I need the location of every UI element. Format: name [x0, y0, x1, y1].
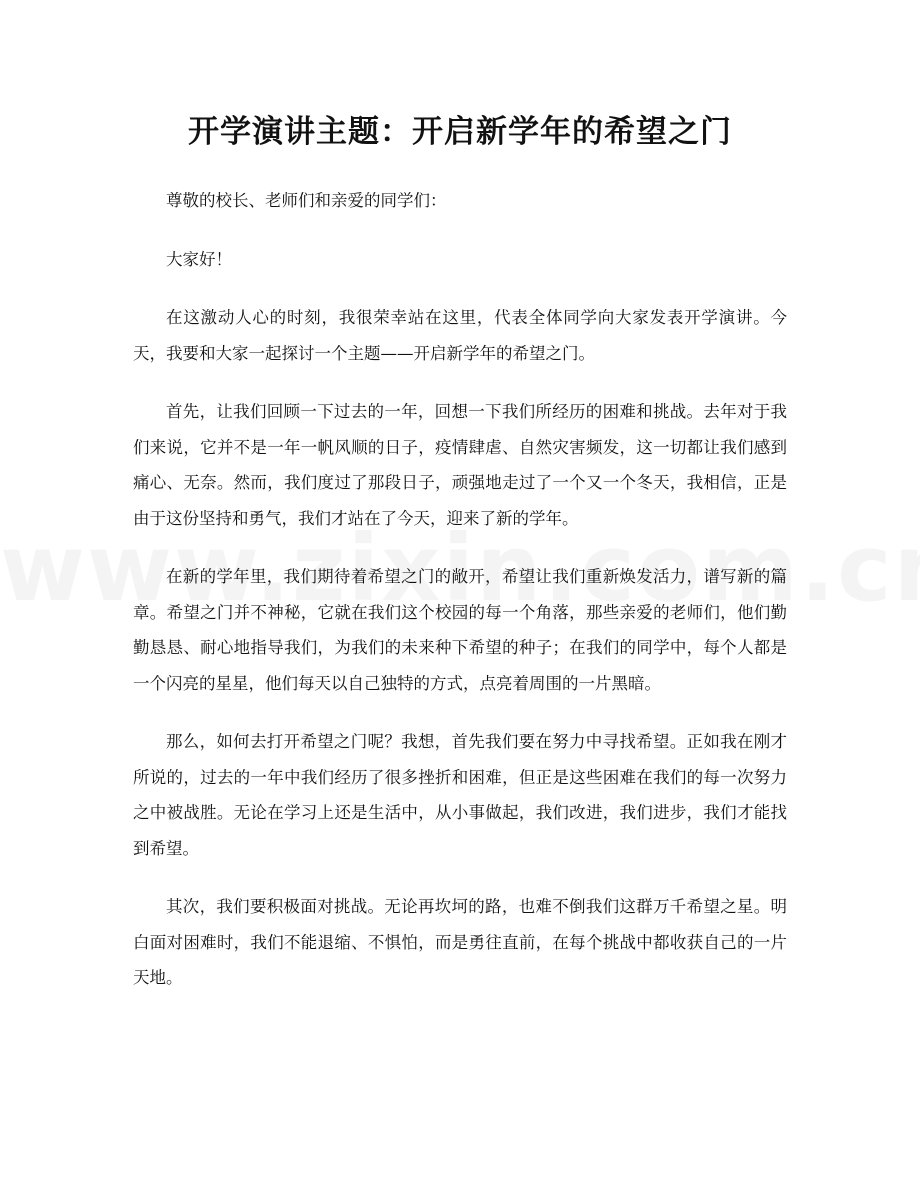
paragraph-challenge: 其次，我们要积极面对挑战。无论再坎坷的路，也难不倒我们这群万千希望之星。明白面对困难时，我们不能退缩、不惧怕，而是勇往直前，在每个挑战中都收获自己的一片天地。 — [133, 897, 787, 987]
paragraph-greeting: 大家好！ — [166, 249, 232, 269]
document-title: 开学演讲主题：开启新学年的希望之门 — [188, 114, 732, 150]
paragraph-hope: 在新的学年里，我们期待着希望之门的敞开，希望让我们重新焕发活力，谱写新的篇章。希望之门并不神秘，它就在我们这个校园的每一个角落，那些亲爱的老师们，他们勤勤恳恳、耐心地指导我们，为我们的未来种下希望的种子；在我们的同学中，每个人都是一个闪亮的星星，他们每天以自己独特的方式，点亮着周围的一片黑暗。 — [133, 567, 787, 693]
paragraph-salutation: 尊敬的校长、老师们和亲爱的同学们： — [166, 191, 447, 210]
paragraph-intro: 在这激动人心的时刻，我很荣幸站在这里，代表全体同学向大家发表开学演讲。今天，我要和大家一起探讨一个主题——开启新学年的希望之门。 — [133, 308, 787, 363]
paragraph-effort: 那么，如何去打开希望之门呢？我想，首先我们要在努力中寻找希望。正如我在刚才所说的，过去的一年中我们经历了很多挫折和困难，但正是这些困难在我们的每一次努力之中被战胜。无论在学习上还是生活中，从小事做起，我们改进，我们进步，我们才能找到希望。 — [133, 732, 787, 858]
document-body — [133, 183, 787, 1019]
paragraph-review: 首先，让我们回顾一下过去的一年，回想一下我们所经历的困难和挑战。去年对于我们来说，它并不是一年一帆风顺的日子，疫情肆虐、自然灾害频发，这一切都让我们感到痛心、无奈。然而，我们度过了那段日子，顽强地走过了一个又一个冬天，我相信，正是由于这份坚持和勇气，我们才站在了今天，迎来了新的学年。 — [133, 402, 787, 528]
